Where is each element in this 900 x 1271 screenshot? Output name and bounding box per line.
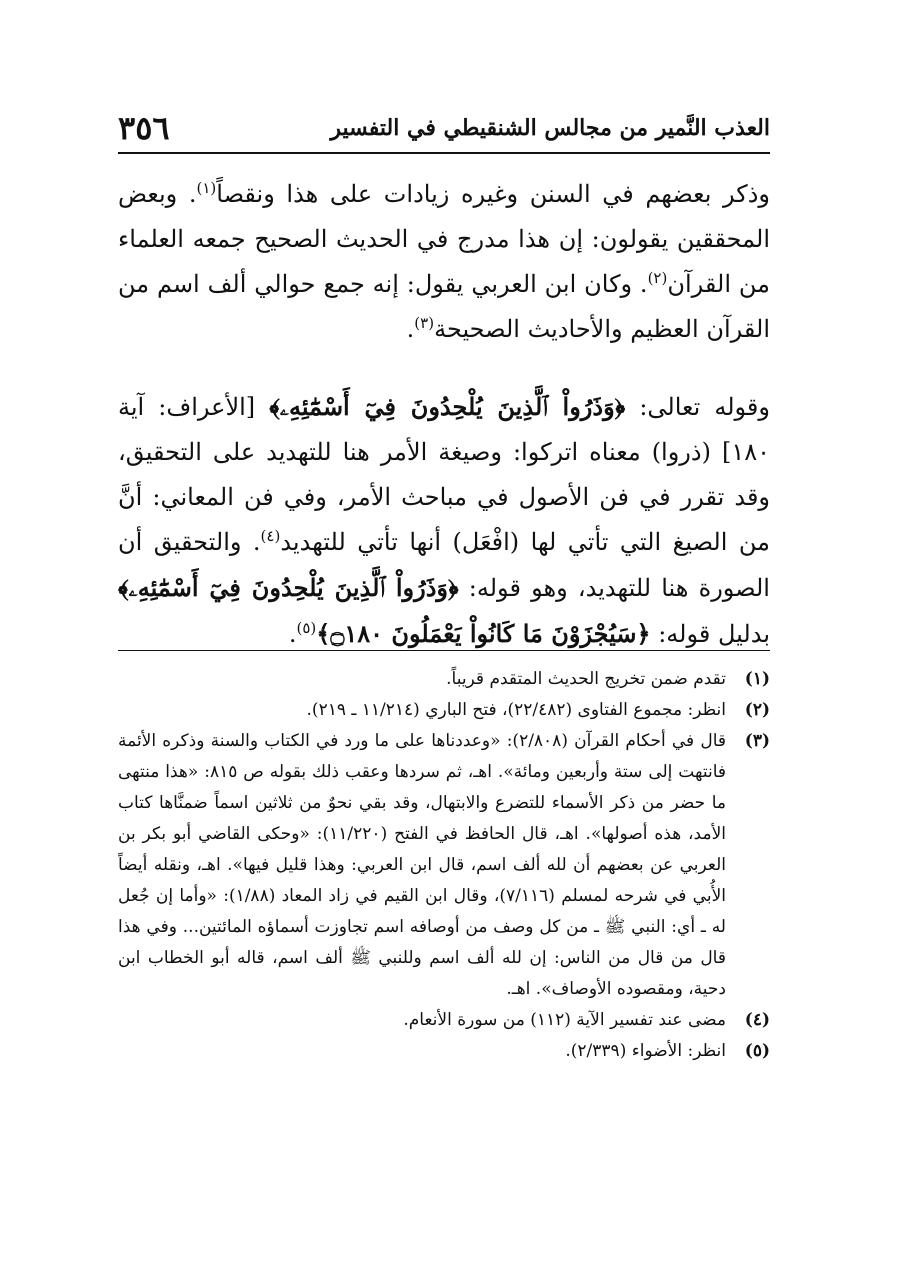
footnote-number: (٢) — [744, 700, 770, 720]
footnote-number: (٥) — [744, 1041, 770, 1061]
footnote-ref-4[interactable]: (٤) — [260, 527, 281, 545]
quran-verse: ﴿سَيُجْزَوْنَ مَا كَانُواْ يَعْمَلُونَ ۝١٨٠﴾ — [316, 619, 651, 648]
text-span: وقوله تعالى: — [625, 393, 770, 421]
footnote-item — [118, 726, 770, 1005]
text-span: . — [288, 620, 297, 648]
text-span: وذكر بعضهم في السنن وغيره زيادات على هذا ونقصاً — [216, 180, 770, 208]
page-header — [118, 100, 770, 154]
footnote-ref-5[interactable]: (٥) — [296, 619, 317, 637]
footnote-ref-2[interactable]: (٢) — [647, 269, 668, 287]
text-span: . وبعض المحققين يقولون: إن هذا مدرج في الحديث الصحيح جمعه العلماء من القرآن — [118, 180, 770, 298]
footnote-item — [118, 1036, 770, 1067]
paragraph-1 — [118, 172, 770, 352]
footnote-number: (٣) — [744, 731, 770, 751]
quran-verse: ﴿وَذَرُواْ ٱلَّذِينَ يُلْحِدُونَ فِيٓ أَسْمَٰٓئِهِۦ﴾ — [269, 392, 626, 421]
running-title: العذب النَّمير من مجالس الشنقيطي في التفسير — [330, 115, 770, 141]
text-span: بدليل قوله: — [650, 620, 770, 648]
text-span: . والتحقيق أن الصورة هنا للتهديد، وهو قوله: — [118, 528, 770, 602]
text-span: . وكان ابن العربي يقول: إنه جمع حوالي ألف اسم من القرآن العظيم والأحاديث الصحيحة — [118, 270, 770, 343]
main-text — [118, 172, 770, 657]
footnote-divider — [118, 650, 770, 651]
text-span: [الأعراف: آية ١٨٠] (ذروا) معناه اتركوا: وصيغة الأمر هنا للتهديد على التحقيق، وقد تقرر في فن الأصول في مباحث الأمر، وفي فن المعاني: أنَّ من الصيغ التي تأتي لها (افْعَل) أنها تأتي للتهديد — [118, 393, 770, 556]
footnote-text: انظر: مجموع الفتاوى (٢٢/٤٨٢)، فتح الباري (١١/٢١٤ ـ ٢١٩). — [306, 700, 726, 720]
footnotes-section — [118, 664, 770, 1067]
footnote-text: قال في أحكام القرآن (٢/٨٠٨): «وعددناها على ما ورد في الكتاب والسنة وذكره الأئمة فانتهت إلى ستة وأربعين ومائة». اهـ، ثم سردها وعقب ذلك بقوله ص ٨١٥: «هذا منتهى ما حضر من ذكر الأسماء للتضرع والابتهال، وقد بقي نحوٌ من ثلاثين اسماً ضمنَّاها كتاب الأمد، هذه أصولها». اهـ، قال الحافظ في الفتح (١١/٢٢٠): «وحكى القاضي أبو بكر بن العربي عن بعضهم أن لله ألف اسم، قال ابن العربي: وهذا قليل فيها». اهـ، ونقله أيضاً الأُبي في شرحه لمسلم (٧/١١٦)، وقال ابن القيم في زاد المعاد (١/٨٨): «وأما إن جُعل له ـ أي: النبي ﷺ ـ من كل وصف من أوصافه اسم تجاوزت أسماؤه المائتين... وفي هذا قال من قال من الناس: إن لله ألف اسم وللنبي ﷺ ألف اسم، قاله أبو الخطاب ابن دحية، ومقصوده الأوصاف». اهـ. — [118, 731, 726, 999]
footnote-number: (١) — [744, 669, 770, 689]
footnote-text: انظر: الأضواء (٢/٣٣٩). — [565, 1041, 726, 1061]
page-number: ٣٥٦ — [118, 109, 170, 147]
footnote-text: مضى عند تفسير الآية (١١٢) من سورة الأنعام. — [403, 1010, 726, 1030]
footnote-item — [118, 664, 770, 695]
footnote-number: (٤) — [744, 1010, 770, 1030]
footnote-item — [118, 1005, 770, 1036]
footnote-ref-3[interactable]: (٣) — [414, 314, 435, 332]
footnote-item — [118, 695, 770, 726]
text-span: . — [406, 315, 415, 343]
quran-verse: ﴿وَذَرُواْ ٱلَّذِينَ يُلْحِدُونَ فِيٓ أَسْمَٰٓئِهِۦ﴾ — [118, 573, 459, 602]
footnote-text: تقدم ضمن تخريج الحديث المتقدم قريباً. — [446, 669, 726, 689]
paragraph-2 — [118, 384, 770, 657]
footnote-ref-1[interactable]: (١) — [196, 179, 217, 197]
